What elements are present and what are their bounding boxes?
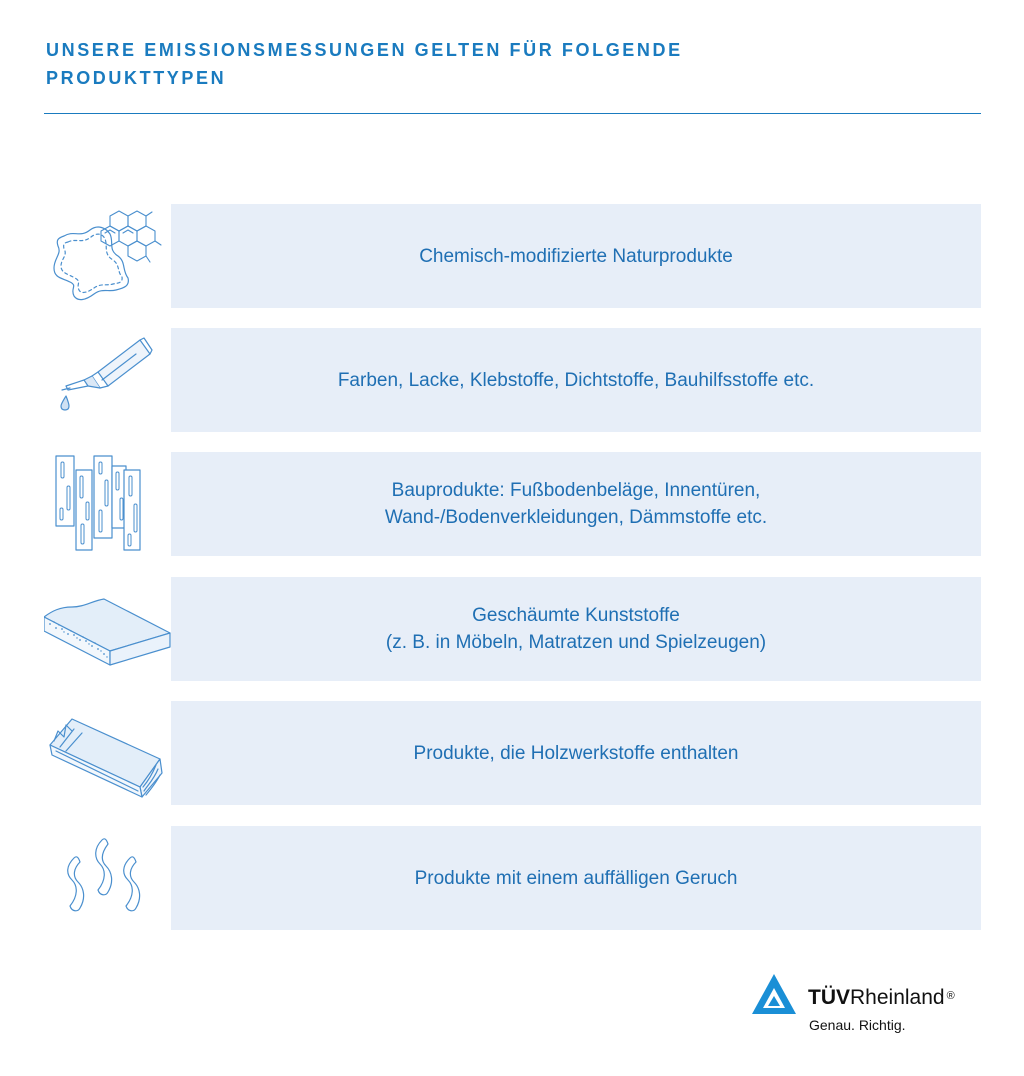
product-type-row (44, 577, 981, 681)
product-type-label (385, 865, 768, 892)
product-type-row (44, 701, 981, 805)
product-type-label-line: (z. B. in Möbeln, Matratzen und Spielzeugen) (385, 632, 767, 653)
product-type-label-line: Farben, Lacke, Klebstoffe, Dichtstoffe, Bauhilfsstoffe etc. (337, 369, 815, 391)
building-panels-icon (44, 452, 171, 556)
glue-tube-icon (44, 328, 171, 432)
leather-molecule-icon (44, 204, 171, 308)
product-type-label-line: Produkte mit einem auffälligen Geruch (414, 867, 738, 889)
product-type-box (171, 826, 981, 930)
logo-brand-name (808, 986, 955, 1010)
product-type-label (384, 740, 769, 767)
logo-tagline: Genau. Richtig. (809, 1017, 906, 1033)
product-type-row (44, 328, 981, 432)
logo-brand-rest: Rheinland (850, 986, 945, 1009)
product-type-box (171, 577, 981, 681)
product-type-label (356, 602, 796, 656)
page-title-line-2: PRODUKTTYPEN (46, 68, 227, 88)
tuv-triangle-icon (752, 972, 800, 1020)
product-type-label-line: Produkte, die Holzwerkstoffe enthalten (413, 742, 739, 764)
wood-board-icon (44, 701, 171, 805)
page-title (46, 36, 946, 92)
odor-waves-icon (44, 826, 171, 930)
product-type-box (171, 701, 981, 805)
product-type-row (44, 452, 981, 556)
page-title-line-1: UNSERE EMISSIONSMESSUNGEN GELTEN FÜR FOLGENDE (46, 40, 683, 60)
product-type-label-line: Chemisch-modifizierte Naturprodukte (419, 245, 733, 267)
product-type-box (171, 328, 981, 432)
product-type-label-line: Bauprodukte: Fußbodenbeläge, Innentüren, (391, 480, 761, 501)
product-type-label (308, 367, 844, 394)
title-divider (44, 113, 981, 114)
product-type-row (44, 204, 981, 308)
product-type-label (389, 243, 763, 270)
product-type-label-line: Geschäumte Kunststoffe (472, 605, 680, 626)
product-type-box (171, 452, 981, 556)
foam-block-icon (44, 577, 171, 681)
logo-brand-bold: TÜV (808, 986, 850, 1009)
product-type-label (355, 477, 797, 531)
tuv-rheinland-logo (752, 972, 992, 1042)
logo-registered-mark: ® (946, 990, 955, 1002)
product-type-box (171, 204, 981, 308)
product-type-row (44, 826, 981, 930)
product-type-label-line: Wand-/Bodenverkleidungen, Dämmstoffe etc. (384, 507, 768, 528)
